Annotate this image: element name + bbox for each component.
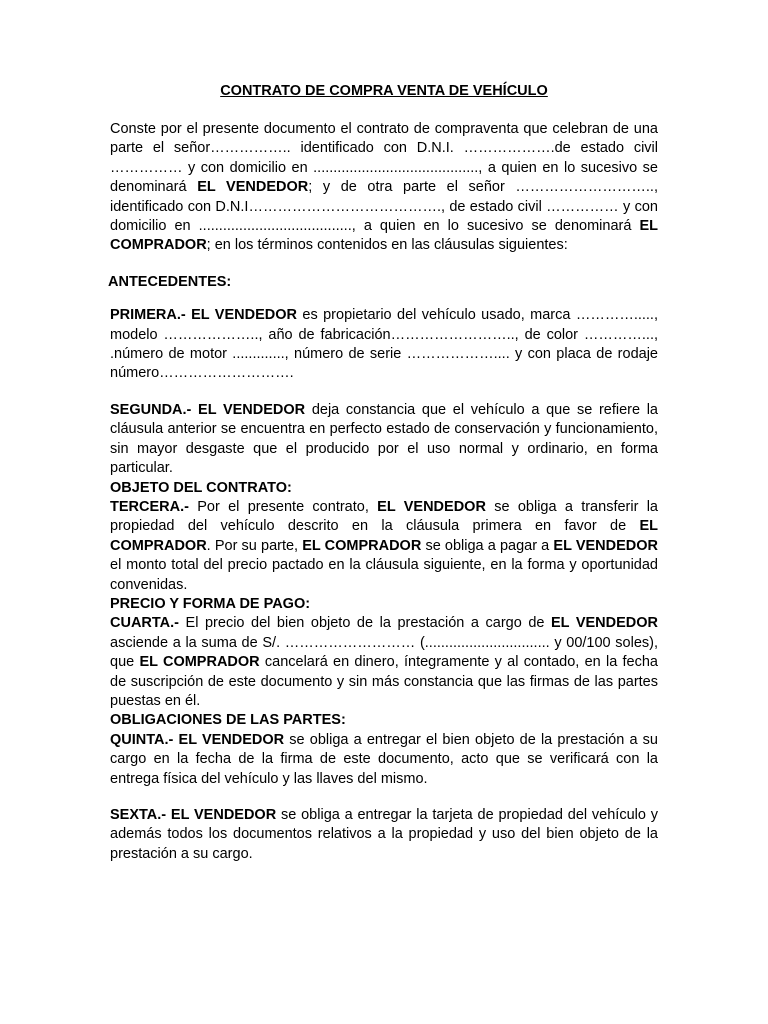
clause-primera [110,306,658,384]
quinta-label: QUINTA.- EL VENDEDOR [110,731,285,748]
tercera-text-2: se obliga a transferir la propiedad del vehículo descrito en la cláusula primera en favor de [110,498,658,535]
intro-vendedor: EL VENDEDOR [197,179,309,196]
primera-label: PRIMERA.- EL VENDEDOR [110,307,297,324]
tercera-text-5: el monto total del precio pactado en la cláusula siguiente, en la forma y oportunidad convenidas. [110,557,658,593]
tercera-text-3: . Por su parte, [206,537,303,554]
clause-quinta [110,731,658,789]
precio-heading: PRECIO Y FORMA DE PAGO: [110,595,311,612]
cuarta-vendedor: EL VENDEDOR [551,615,658,632]
tercera-vendedor-2: EL VENDEDOR [553,537,658,554]
clause-cuarta [110,614,658,711]
sexta-label: SEXTA.- EL VENDEDOR [110,807,277,823]
tercera-comprador-2: EL COMPRADOR [302,537,422,554]
primera-text: es propietario del vehículo usado, marca …………....., modelo ……………….., año de fabricación…………………….., de color …………..., .número de motor ............., número de serie ……………….... y con placa de rodaje número………………………. [110,307,658,382]
quinta-text: se obliga a entregar el bien objeto de la prestación a su cargo en la fecha de la firma de este documento, acto que se verificará con la entrega física del vehículo y las llaves del mismo. [110,731,658,787]
tercera-text-1: Por el presente contrato, [188,498,378,515]
tercera-label: TERCERA.- [110,498,189,515]
tercera-text-4: se obliga a pagar a [421,537,554,554]
intro-text-3: ; en los términos contenidos en las cláusulas siguientes: [206,237,568,254]
clause-sexta [110,806,658,864]
intro-text-1: Conste por el presente documento el contrato de compraventa que celebran de una parte el señor…………….. identificado con D.N.I. ……………….de estado civil …………… y con domicilio en ........................................., a quien en lo sucesivo se denominará [110,121,658,196]
clause-tercera [110,498,658,595]
cuarta-comprador: EL COMPRADOR [139,654,260,671]
document-title: CONTRATO DE COMPRA VENTA DE VEHÍCULO [220,83,548,99]
segunda-text: deja constancia que el vehículo a que se refiere la cláusula anterior se encuentra en perfecto estado de conservación y funcionamiento, sin mayor desgaste que el producido por el uso normal y ordinario, en forma particular. [110,401,658,477]
objeto-heading: OBJETO DEL CONTRATO: [110,479,292,496]
tercera-vendedor: EL VENDEDOR [377,498,486,515]
intro-comprador: EL COMPRADOR [110,218,658,254]
intro-text-2: ; y de otra parte el señor ……………………….., identificado con D.N.I…………………………………., de estado civil …………… y con domicilio en ......................................, a quien en lo sucesivo se denominará [110,179,658,235]
cuarta-text-2: asciende a la suma de S/. ……………………… (............................... y 00/100 soles), que [110,634,658,671]
cuarta-text-3: cancelará en dinero, íntegramente y al contado, en la fecha de suscripción de este documento y sin más constancia que las firmas de las partes puestas en él. [110,654,658,709]
sexta-text: se obliga a entregar la tarjeta de propiedad del vehículo y además todos los documentos relativos a la propiedad y uso del bien objeto de la prestación a su cargo. [110,807,658,862]
antecedentes-heading: ANTECEDENTES: [108,273,232,290]
tercera-comprador: EL COMPRADOR [110,518,658,554]
intro-paragraph [110,120,658,256]
obligaciones-heading: OBLIGACIONES DE LAS PARTES: [110,712,346,729]
segunda-label: SEGUNDA.- EL VENDEDOR [110,401,306,418]
cuarta-text-1: El precio del bien objeto de la prestación a cargo de [179,615,551,632]
cuarta-label: CUARTA.- [110,615,179,632]
clause-segunda [110,401,658,479]
